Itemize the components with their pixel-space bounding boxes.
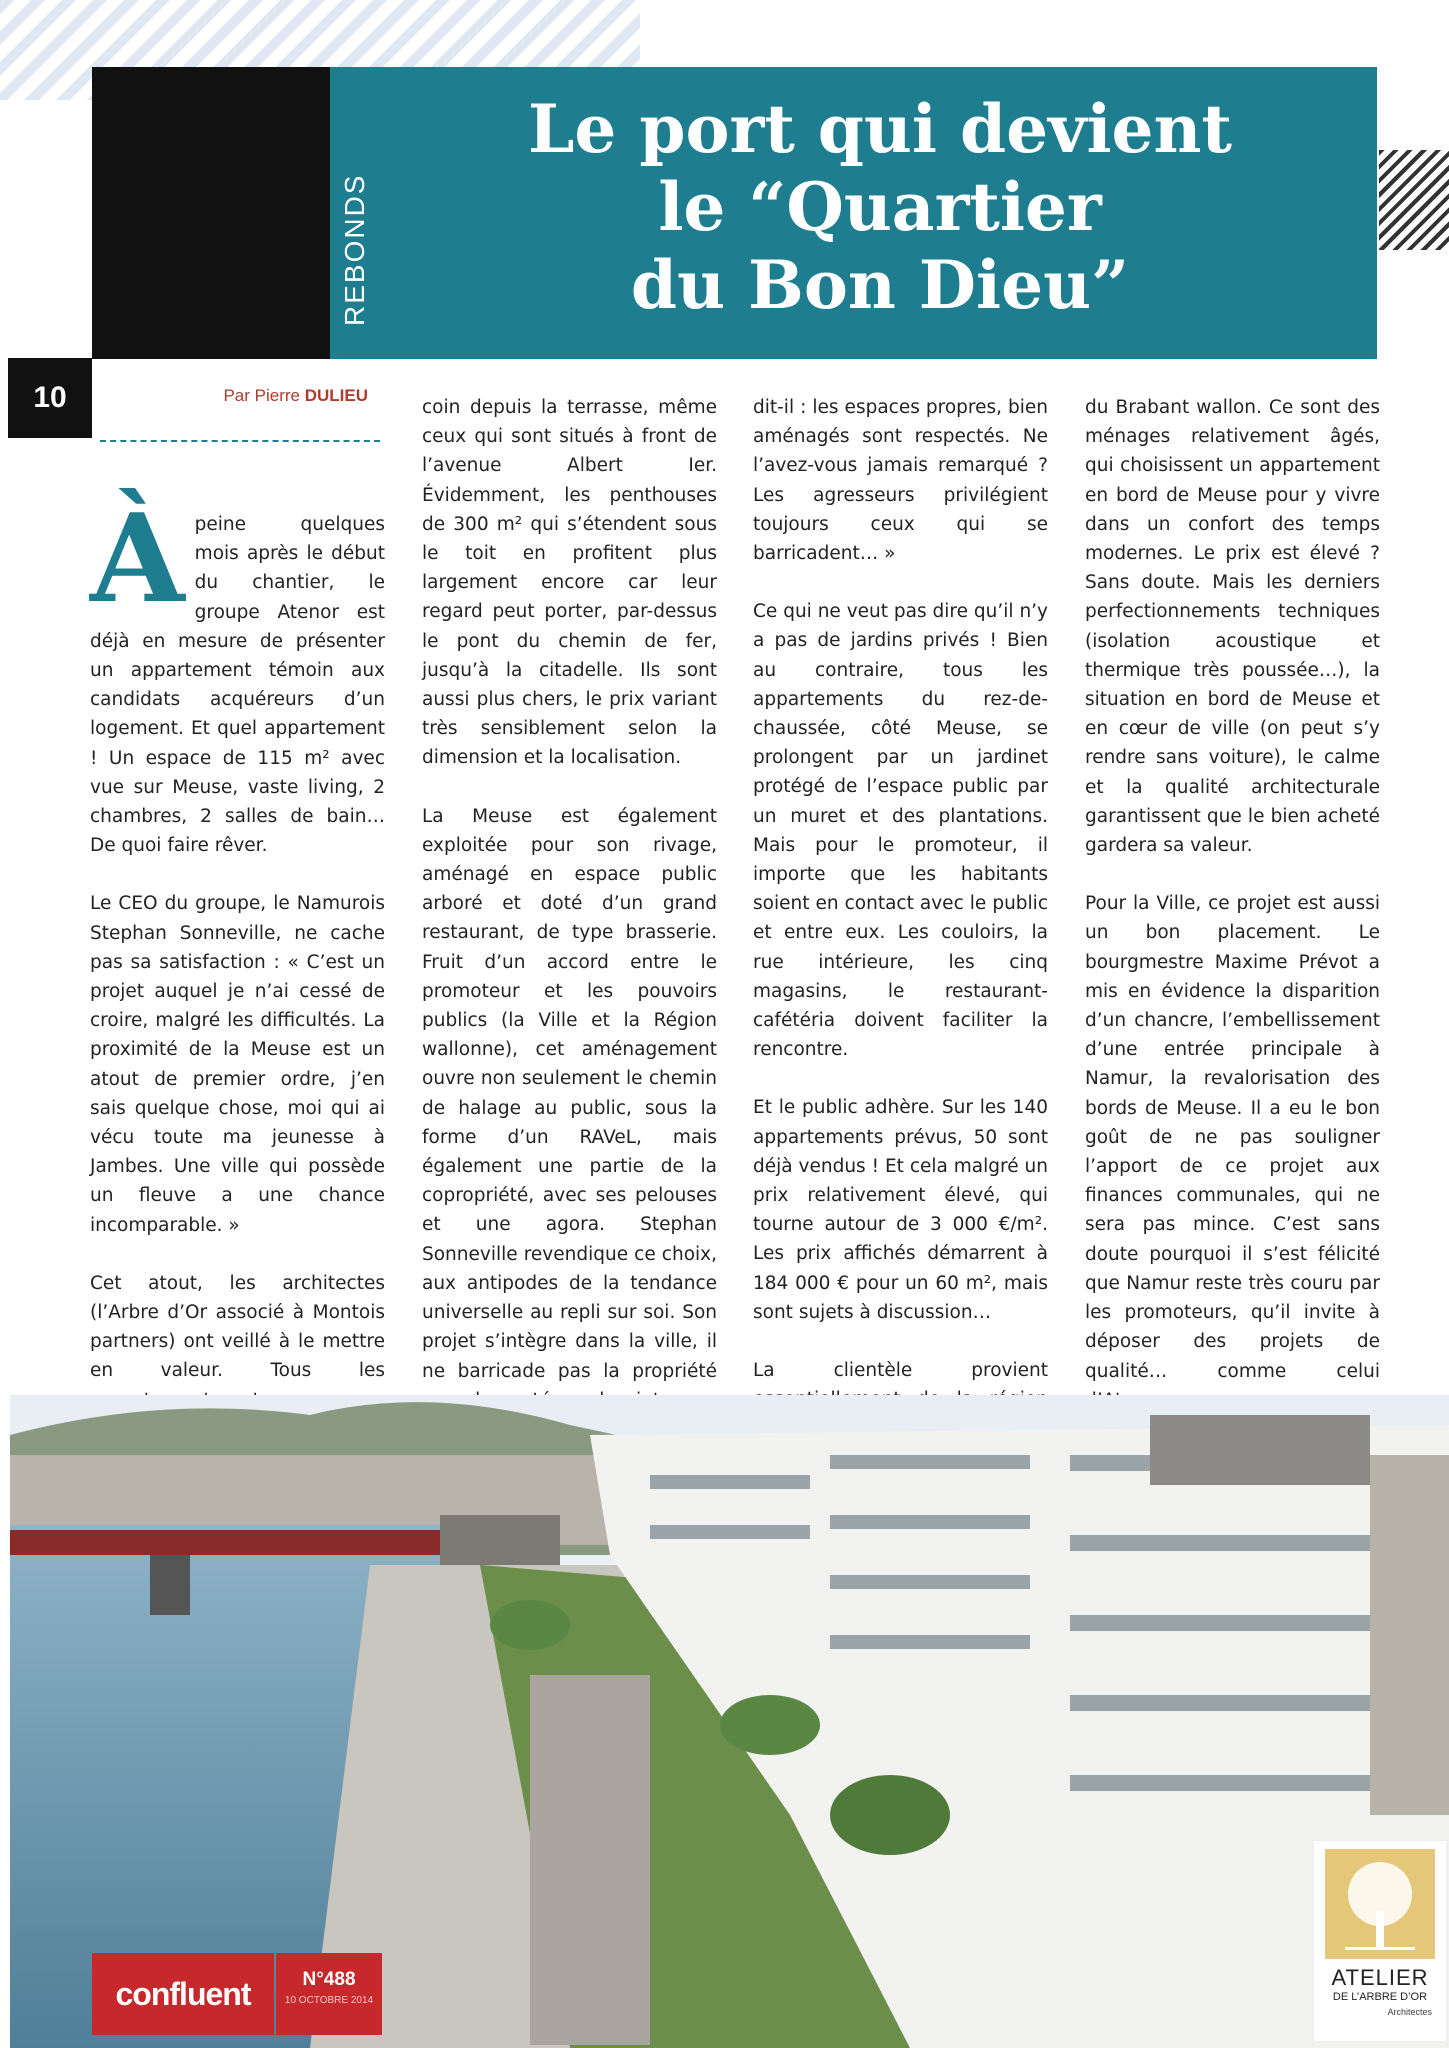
architect-subtitle: DE L’ARBRE D’OR — [1332, 1991, 1428, 2003]
issue-number: N°488 — [302, 1969, 356, 1990]
byline-author: DULIEU — [304, 386, 368, 405]
article-column-3 — [753, 393, 1048, 1502]
architectural-rendering — [10, 1395, 1449, 2048]
tree-icon — [1325, 1849, 1435, 1959]
paragraph: du Brabant wallon. Ce sont des ménages relativement âgés, qui choisissent un appartement en bord de Meuse pour y vivre dans un confort des temps modernes. Le prix est élevé ? Sans doute. Mais les derniers perfectionnements techniques (isolation acoustique et thermique très poussée…), la situation en bord de Meuse et en cœur de ville (on peut s’y rendre sans voiture), le calme et la qualité architecturale garantissent que le bien acheté gardera sa valeur. — [1085, 397, 1380, 857]
byline — [90, 386, 368, 406]
divider — [100, 440, 380, 442]
architect-logo — [1313, 1840, 1447, 2042]
issue-info — [276, 1953, 382, 2035]
header-black-tab — [92, 67, 356, 359]
decorative-stripes-right — [1379, 150, 1449, 250]
paragraph: dit-il : les espaces propres, bien aménagés sont respectés. Ne l’avez-vous jamais remarqué ? Les agresseurs privilégient toujours ceux qui se barricadent… » — [753, 397, 1048, 565]
architect-name: ATELIER — [1331, 1965, 1429, 1990]
byline-prefix: Par Pierre — [223, 386, 300, 405]
drop-cap: À — [90, 486, 185, 630]
architect-caption: Architectes — [1387, 2007, 1432, 2017]
issue-date: 10 OCTOBRE 2014 — [284, 1995, 374, 2006]
magazine-logo: confluent — [92, 1953, 274, 2035]
paragraph: Et le public adhère. Sur les 140 appartements prévus, 50 sont déjà vendus ! Et cela malgré un prix relativement élevé, qui tourne autour de 3 000 €/m². Les prix affichés démarrent à 184 000 € pour un 60 m², mais sont sujets à discussion… — [753, 1097, 1048, 1323]
title-line-2: le “Quartier — [658, 168, 1102, 246]
title-line-1: Le port qui devient — [528, 90, 1232, 168]
page-number: 10 — [8, 358, 92, 438]
article-column-1 — [90, 486, 385, 1473]
title-line-3: du Bon Dieu” — [630, 246, 1130, 324]
paragraph-text: peine quelques mois après le début du chantier, le groupe Atenor est déjà en mesure de présenter un appartement témoin aux candidats acquéreurs d’un logement. Et quel appartement ! Un espace de 115 m² avec vue sur Meuse, vaste living, 2 chambres, 2 salles de bain… De quoi faire rêver. — [90, 514, 385, 857]
article-column-2 — [422, 393, 717, 1473]
paragraph: La Meuse est également exploitée pour son rivage, aménagé en espace public arboré et doté d’un grand restaurant, de type brasserie. Fruit d’un accord entre le promoteur et les pouvoirs publics (la Ville et la Région wallonne), cet aménagement ouvre non seulement le chemin de halage au public, sous la forme d’un RAVeL, mais également une partie de la copropriété, avec ses pelouses et une agora. Stephan Sonneville revendique ce choix, aux antipodes de la tendance universelle au repli sur soi. Son projet s’intègre dans la ville, il ne barricade pas la propriété — [422, 805, 717, 1382]
page-title — [420, 90, 1340, 324]
paragraph: Ce qui ne veut pas dire qu’il n’y a pas de jardins privés ! Bien au contraire, tous les appartements du rez-de-chaussée, côté Meuse, se prolongent par un jardinet protégé de l’espace public par un muret et des plantations. Mais pour le promoteur, il importe que les habitants soient en contact avec le public et entre eux. Les couloirs, la rue intérieure, les cinq magasins, le restaurant-cafétéria doivent faciliter la rencontre. — [753, 601, 1048, 1061]
paragraph — [90, 486, 385, 860]
paragraph: Cet atout, les architectes (l’Arbre d’Or associé à Montois partners) ont veillé à le mettre en valeur. Tous les — [90, 1272, 385, 1382]
paragraph: Pour la Ville, ce projet est aussi un bon placement. Le bourgmestre Maxime Prévot a mis en évidence la disparition d’un chancre, l’embellissement d’une entrée principale à Namur, la revalorisation des bords de Meuse. Il a eu le bon goût de ne pas souligner l’apport de ce projet aux finances communales, qui ne sera pas mince. C’est sans doute pourquoi il s’est félicité que Namur reste très couru par les promoteurs, qu’il invite à déposer des projets de qualité… comme celui — [1085, 893, 1380, 1382]
paragraph: La clientèle provient — [753, 1360, 1048, 1382]
section-label: REBONDS — [339, 173, 370, 327]
paragraph: coin depuis la terrasse, même ceux qui sont situés à front de l’avenue Albert Ier. Évidemment, les penthouses de 300 m² qui s’étendent sous le toit en profitent plus largement encore car leur regard peut porter, par-dessus le pont du chemin de fer, jusqu’à la citadelle. Ils sont aussi plus chers, le prix variant très sensiblement selon la dimension et la localisation. — [422, 397, 717, 769]
paragraph: Le CEO du groupe, le Namurois Stephan Sonneville, ne cache pas sa satisfaction : « C’est un projet auquel je n’ai cessé de croire, malgré les difficultés. La proximité de la Meuse est un atout de premier ordre, j’en sais quelque chose, moi qui ai vécu toute ma jeunesse à Jambes. Une ville qui possède un fleuve a une chance incomparable. » — [90, 893, 385, 1236]
article-column-4 — [1085, 393, 1380, 1444]
